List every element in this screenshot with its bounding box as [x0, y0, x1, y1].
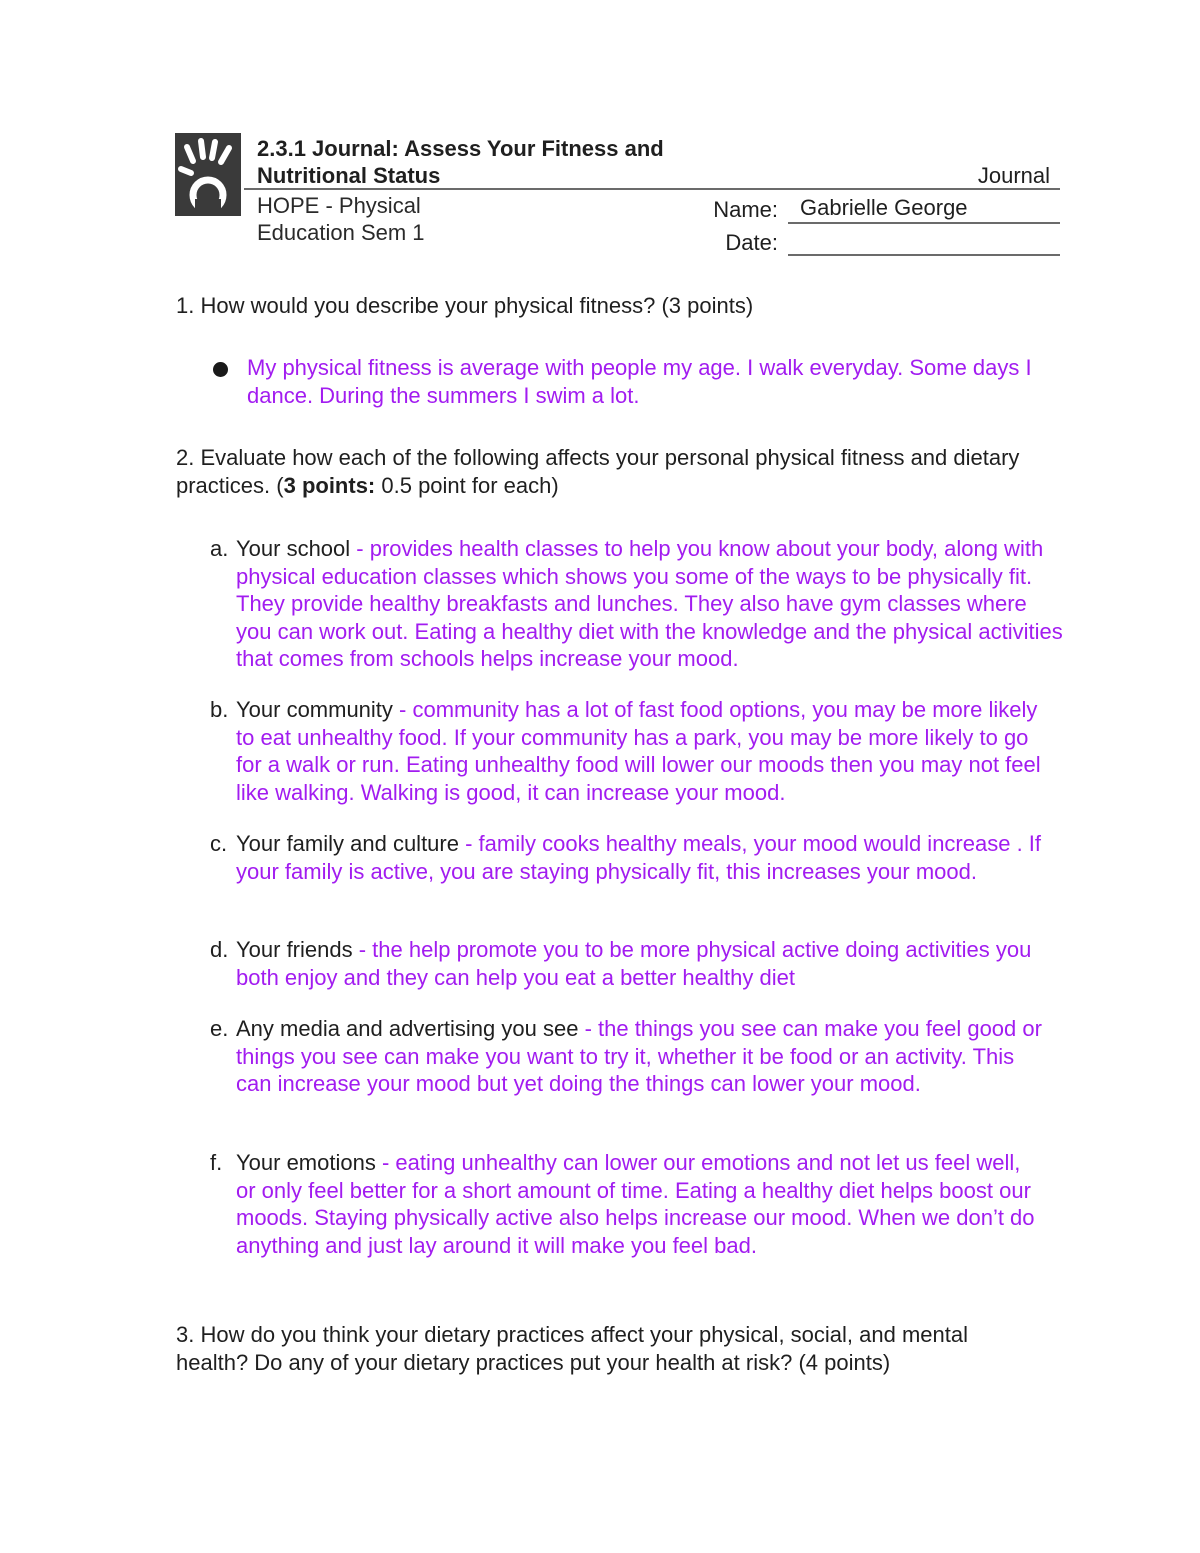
item-c	[236, 830, 1046, 885]
question-1-prompt: 1. How would you describe your physical fitness? (3 points)	[176, 293, 754, 318]
item-f-answer: - eating unhealthy can lower our emotions and not let us feel well, or only feel better for a short amount of time. Eating a healthy diet helps boost our moods. Staying physically active also helps increase our mood. When we don’t do anything and just lay around it will make you feel bad.	[236, 1150, 1035, 1258]
item-d-letter: d.	[210, 937, 229, 962]
school-logo	[175, 133, 241, 216]
question-2-prompt	[176, 444, 1036, 500]
header-divider	[244, 188, 1060, 190]
name-field[interactable]: Gabrielle George	[788, 194, 1060, 224]
item-e-label: Any media and advertising you see	[236, 1016, 579, 1041]
item-a-label: Your school	[236, 536, 351, 561]
item-c-answer: - family cooks healthy meals, your mood would increase . If your family is active, you are staying physically fit, this increases your mood.	[236, 831, 1042, 884]
item-e	[236, 1015, 1046, 1098]
item-f-label: Your emotions	[236, 1150, 376, 1175]
date-label: Date:	[725, 230, 778, 255]
page-title: 2.3.1 Journal: Assess Your Fitness and Nutritional Status	[257, 136, 664, 188]
name-label: Name:	[713, 197, 778, 222]
item-d-answer: - the help promote you to be more physical active doing activities you both enjoy and they can help you eat a better healthy diet	[236, 937, 1032, 990]
item-d-label: Your friends	[236, 937, 353, 962]
item-a-answer: - provides health classes to help you know about your body, along with physical education classes which shows you some of the ways to be physically fit. They provide healthy breakfasts and lunches. They also have gym classes where you can work out. Eating a healthy diet with the knowledge and the physical activities that comes from schools helps increase your mood.	[236, 536, 1063, 671]
question-2-prompt-start: 2. Evaluate how each of the following affects your personal physical fitness and dietary practices. (	[176, 445, 1020, 498]
item-b-letter: b.	[210, 697, 229, 722]
item-c-letter: c.	[210, 831, 228, 856]
question-2-prompt-end: 0.5 point for each)	[375, 473, 559, 498]
bullet-icon	[213, 362, 228, 377]
item-a-letter: a.	[210, 536, 229, 561]
item-b-label: Your community	[236, 697, 393, 722]
item-e-letter: e.	[210, 1016, 229, 1041]
question-2-points: 3 points:	[283, 473, 376, 498]
item-f	[236, 1149, 1046, 1259]
item-b	[236, 696, 1056, 806]
item-a	[236, 535, 1066, 673]
item-c-label: Your family and culture	[236, 831, 459, 856]
date-field[interactable]	[788, 226, 1060, 256]
question-1-answer: My physical fitness is average with people my age. I walk everyday. Some days I dance. During the summers I swim a lot.	[247, 355, 1032, 408]
item-d	[236, 936, 1056, 991]
course-name: HOPE - Physical Education Sem 1	[257, 193, 425, 245]
item-f-letter: f.	[210, 1150, 223, 1175]
item-b-answer: - community has a lot of fast food options, you may be more likely to eat unhealthy food. If your community has a park, you may be more likely to go for a walk or run. Eating unhealthy food will lower our moods then you may not feel like walking. Walking is good, it can increase your mood.	[236, 697, 1041, 805]
question-3-prompt: 3. How do you think your dietary practices affect your physical, social, and mental health? Do any of your dietary practices put your health at risk? (4 points)	[176, 1322, 968, 1375]
item-e-answer: - the things you see can make you feel good or things you see can make you want to try it, whether it be food or an activity. This can increase your mood but yet doing the things can lower your mood.	[236, 1016, 1042, 1096]
doc-type-label: Journal	[977, 163, 1050, 188]
